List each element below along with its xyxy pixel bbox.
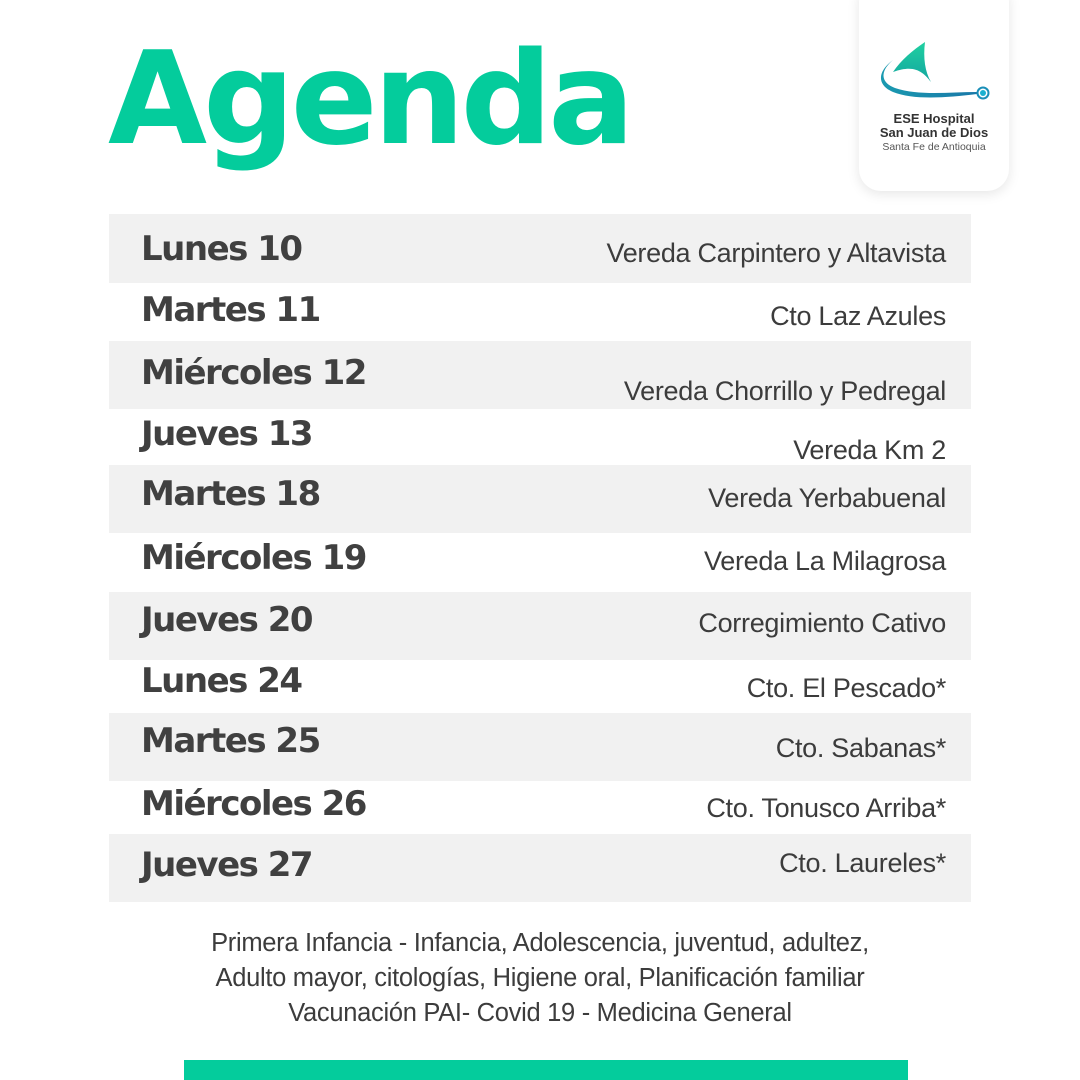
services-line: Adulto mayor, citologías, Higiene oral, Planificación familiar [215, 964, 865, 992]
services-description [140, 926, 940, 1031]
schedule-day: Miércoles 12 [141, 353, 366, 393]
services-line: Vacunación PAI- Covid 19 - Medicina General [288, 999, 792, 1027]
accent-bar [184, 1060, 908, 1080]
schedule-place: Cto. Laureles* [779, 848, 946, 878]
schedule-day: Jueves 27 [141, 845, 313, 885]
logo-name-line1: ESE Hospital [893, 111, 975, 126]
schedule-place: Cto. El Pescado* [746, 673, 946, 703]
schedule-place: Vereda Chorrillo y Pedregal [623, 376, 946, 406]
schedule-place: Corregimiento Cativo [698, 608, 946, 638]
schedule-place: Vereda La Milagrosa [704, 546, 946, 576]
schedule-day: Lunes 10 [141, 229, 302, 269]
hospital-logo-card [859, 0, 1009, 191]
schedule-place: Cto. Tonusco Arriba* [706, 793, 946, 823]
logo-location: Santa Fe de Antioquia [882, 141, 986, 153]
schedule-place: Vereda Yerbabuenal [708, 483, 946, 513]
logo-name-line2: San Juan de Dios [879, 125, 989, 140]
hospital-logo-icon [879, 42, 991, 110]
schedule-day: Jueves 20 [141, 600, 313, 640]
schedule-day: Martes 25 [141, 721, 320, 761]
schedule-day: Lunes 24 [141, 661, 302, 701]
schedule-day: Jueves 13 [141, 414, 313, 454]
schedule-place: Vereda Carpintero y Altavista [606, 238, 946, 268]
schedule-place: Cto. Sabanas* [775, 733, 946, 763]
schedule-day: Martes 18 [141, 474, 320, 514]
schedule-day: Miércoles 19 [141, 538, 366, 578]
services-line: Primera Infancia - Infancia, Adolescencia, juventud, adultez, [211, 929, 869, 957]
schedule-day: Martes 11 [141, 290, 320, 330]
schedule-place: Vereda Km 2 [793, 435, 946, 465]
schedule-day: Miércoles 26 [141, 784, 366, 824]
page-title: Agenda [108, 25, 631, 174]
schedule-place: Cto Laz Azules [770, 301, 946, 331]
